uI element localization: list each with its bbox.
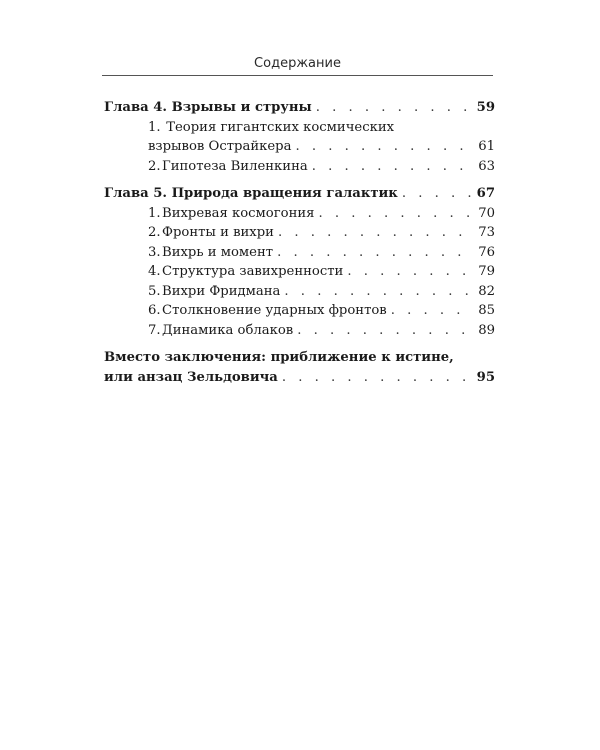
toc-chapter-title: Глава 4. Взрывы и струны	[104, 100, 312, 115]
page-number: 67	[476, 186, 495, 201]
toc-chapter-title: Глава 5. Природа вращения галактик	[104, 186, 398, 201]
toc-section-5-7[interactable]	[104, 321, 495, 341]
conclusion-title-line-2: или анзац Зельдовича	[104, 369, 278, 385]
section-number: 3.	[148, 244, 161, 260]
toc-section-5-3[interactable]	[104, 243, 495, 263]
header-rule	[102, 75, 493, 76]
section-title: Вихревая космогония	[162, 205, 315, 221]
leader-dots	[402, 184, 471, 204]
section-title: Вихрь и момент	[162, 244, 274, 260]
page-number: 85	[478, 303, 495, 318]
leader-dots	[318, 204, 471, 224]
toc-section-5-6[interactable]	[104, 301, 495, 321]
page-number: 95	[476, 369, 495, 385]
page-number: 73	[478, 225, 495, 240]
conclusion-title-line-1: Вместо заключения: приближение к истине,	[104, 350, 454, 365]
section-number: 1.	[148, 205, 161, 221]
toc-section-4-2[interactable]	[104, 157, 495, 177]
toc-conclusion[interactable]	[104, 348, 495, 387]
leader-dots	[297, 321, 471, 341]
toc-section-5-5[interactable]	[104, 282, 495, 302]
page-number: 79	[478, 264, 495, 279]
section-title-line-1: Теория гигантских космических	[166, 119, 395, 135]
section-title-line-2: взрывов Острайкера	[148, 139, 292, 154]
section-title: Структура завихренности	[162, 264, 344, 279]
section-title: Столкновение ударных фронтов	[162, 303, 387, 318]
leader-dots	[316, 98, 471, 118]
section-number: 5.	[148, 283, 161, 299]
leader-dots	[295, 137, 471, 157]
leader-dots	[312, 157, 471, 177]
section-number: 2.	[148, 158, 161, 174]
leader-dots	[282, 368, 471, 388]
table-of-contents	[104, 98, 495, 387]
page-number: 76	[478, 244, 495, 260]
leader-dots	[277, 243, 471, 263]
leader-dots	[284, 282, 471, 302]
section-number: 6.	[148, 303, 161, 318]
section-title: Фронты и вихри	[162, 225, 274, 240]
page-number: 82	[478, 283, 495, 299]
toc-section-5-2[interactable]	[104, 223, 495, 243]
page-number: 89	[478, 322, 495, 338]
toc-section-5-1[interactable]	[104, 204, 495, 224]
section-title: Вихри Фридмана	[162, 283, 281, 299]
section-number: 2.	[148, 225, 161, 240]
section-title: Динамика облаков	[162, 322, 294, 338]
leader-dots	[347, 262, 471, 282]
section-number: 1.	[148, 119, 161, 135]
running-head-title: Содержание	[254, 56, 341, 71]
toc-chapter-5[interactable]	[104, 184, 495, 204]
leader-dots	[278, 223, 471, 243]
toc-chapter-4[interactable]	[104, 98, 495, 118]
page-number: 70	[478, 205, 495, 221]
section-title: Гипотеза Виленкина	[162, 158, 308, 174]
page-number: 61	[478, 139, 495, 154]
section-number: 7.	[148, 322, 161, 338]
toc-section-5-4[interactable]	[104, 262, 495, 282]
section-number: 4.	[148, 264, 161, 279]
page-number: 63	[478, 158, 495, 174]
page-number: 59	[476, 100, 495, 115]
leader-dots	[391, 301, 471, 321]
toc-section-4-1[interactable]	[104, 118, 495, 157]
